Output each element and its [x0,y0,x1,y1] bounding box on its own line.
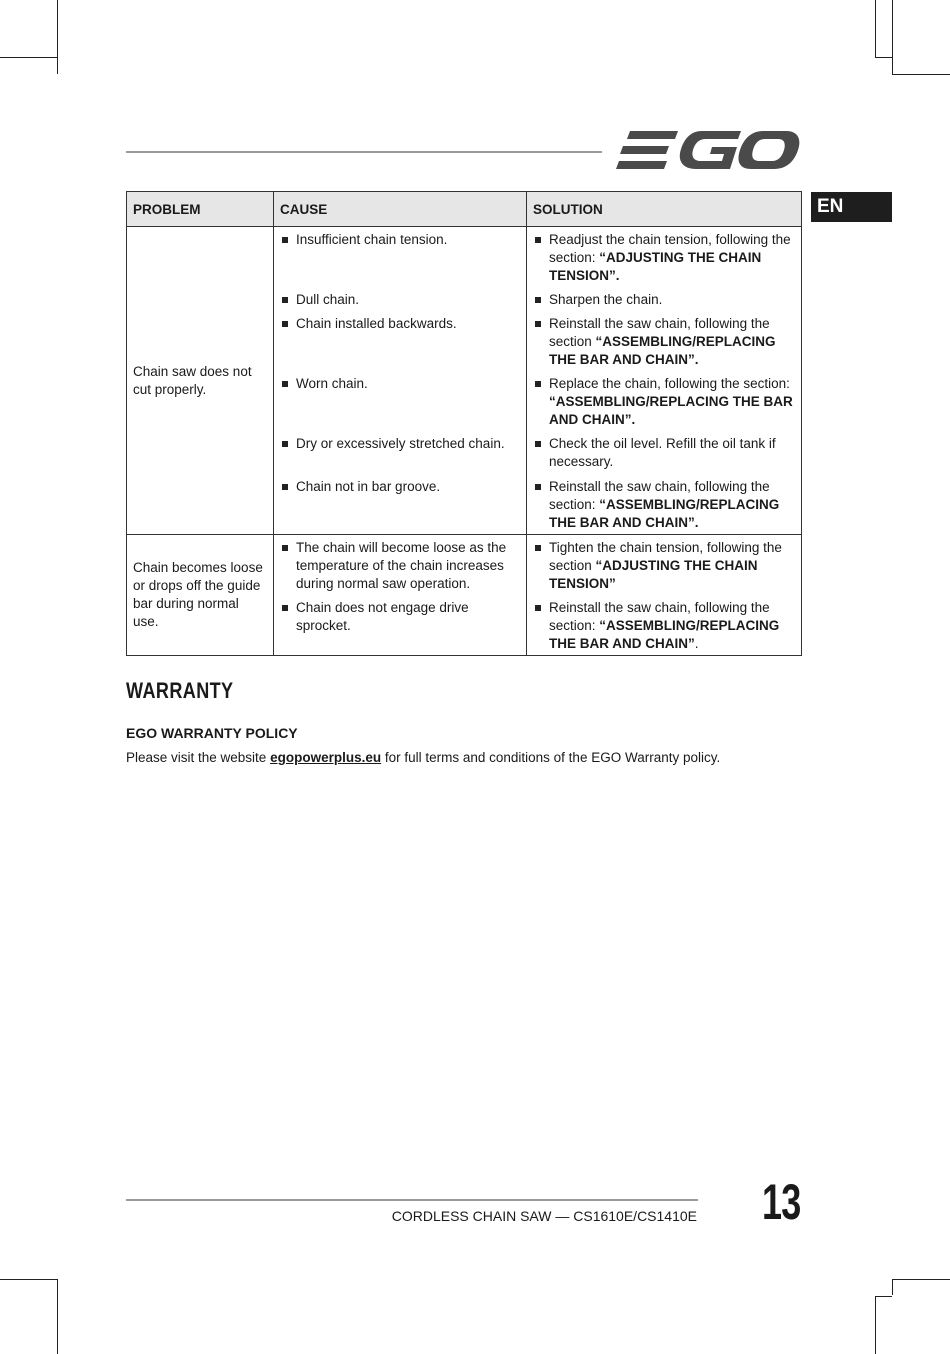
page-number: 13 [762,1174,801,1230]
table-header-row [127,192,802,227]
bullet-icon [282,484,288,490]
solution-item: Readjust the chain tension, following the section: “ADJUSTING THE CHAIN TENSION”. [527,231,801,291]
crop-mark [875,57,892,58]
table-row [127,227,802,535]
solution-item: Check the oil level. Refill the oil tank if necessary. [527,435,801,478]
column-header-solution: SOLUTION [527,192,802,227]
cause-item: The chain will become loose as the temperature of the chain increases during normal saw operation. [274,539,526,599]
crop-mark [892,1279,893,1295]
bullet-icon [282,545,288,551]
cause-cell [274,227,527,535]
cause-item: Insufficient chain tension. [274,231,526,291]
bullet-icon [535,381,541,387]
cause-item: Chain not in bar groove. [274,478,526,534]
solution-item: Reinstall the saw chain, following the section “ASSEMBLING/REPLACING THE BAR AND CHAIN”. [527,315,801,375]
solution-item: Sharpen the chain. [527,291,801,315]
table-row [127,535,802,656]
cause-item: Dry or excessively stretched chain. [274,435,526,478]
header-rule [126,151,602,153]
crop-mark [875,1296,892,1297]
bullet-icon [535,237,541,243]
bullet-icon [535,441,541,447]
bullet-icon [535,321,541,327]
solution-item: Reinstall the saw chain, following the section: “ASSEMBLING/REPLACING THE BAR AND CHAIN”. [527,599,801,653]
troubleshooting-table [126,191,802,656]
cause-item: Chain does not engage drive sprocket. [274,599,526,635]
crop-mark [892,0,893,74]
bullet-icon [282,321,288,327]
crop-mark [892,74,950,75]
bullet-icon [535,545,541,551]
column-header-cause: CAUSE [274,192,527,227]
bullet-icon [282,237,288,243]
bullet-icon [282,381,288,387]
bullet-icon [535,605,541,611]
policy-heading: EGO WARRANTY POLICY [126,725,298,741]
warranty-heading: WARRANTY [126,678,234,703]
crop-mark [57,0,58,74]
crop-mark [57,1279,58,1354]
crop-mark [0,57,57,58]
footer-product-title: CORDLESS CHAIN SAW — CS1610E/CS1410E [391,1208,697,1224]
ego-logo [616,128,800,172]
solution-cell [527,227,802,535]
bullet-icon [282,605,288,611]
bullet-icon [282,441,288,447]
solution-item: Reinstall the saw chain, following the section: “ASSEMBLING/REPLACING THE BAR AND CHAIN”. [527,478,801,534]
policy-text: Please visit the website egopowerplus.eu for full terms and conditions of the EGO Warranty policy. [126,750,721,765]
crop-mark [0,1279,57,1280]
problem-cell: Chain becomes loose or drops off the guide bar during normal use. [127,535,274,656]
cause-item: Dull chain. [274,291,526,315]
crop-mark [875,1296,876,1354]
bullet-icon [282,297,288,303]
solution-item: Replace the chain, following the section: “ASSEMBLING/REPLACING THE BAR AND CHAIN”. [527,375,801,435]
crop-mark [892,1279,950,1280]
column-header-problem: PROBLEM [127,192,274,227]
footer-rule [126,1199,698,1201]
cause-cell [274,535,527,656]
solution-cell [527,535,802,656]
cause-item: Worn chain. [274,375,526,435]
crop-mark [875,0,876,57]
bullet-icon [535,484,541,490]
problem-cell: Chain saw does not cut properly. [127,227,274,535]
cause-item: Chain installed backwards. [274,315,526,375]
solution-item: Tighten the chain tension, following the section “ADJUSTING THE CHAIN TENSION” [527,539,801,599]
language-tab[interactable]: EN [811,192,892,222]
website-link[interactable]: egopowerplus.eu [270,750,382,765]
bullet-icon [535,297,541,303]
